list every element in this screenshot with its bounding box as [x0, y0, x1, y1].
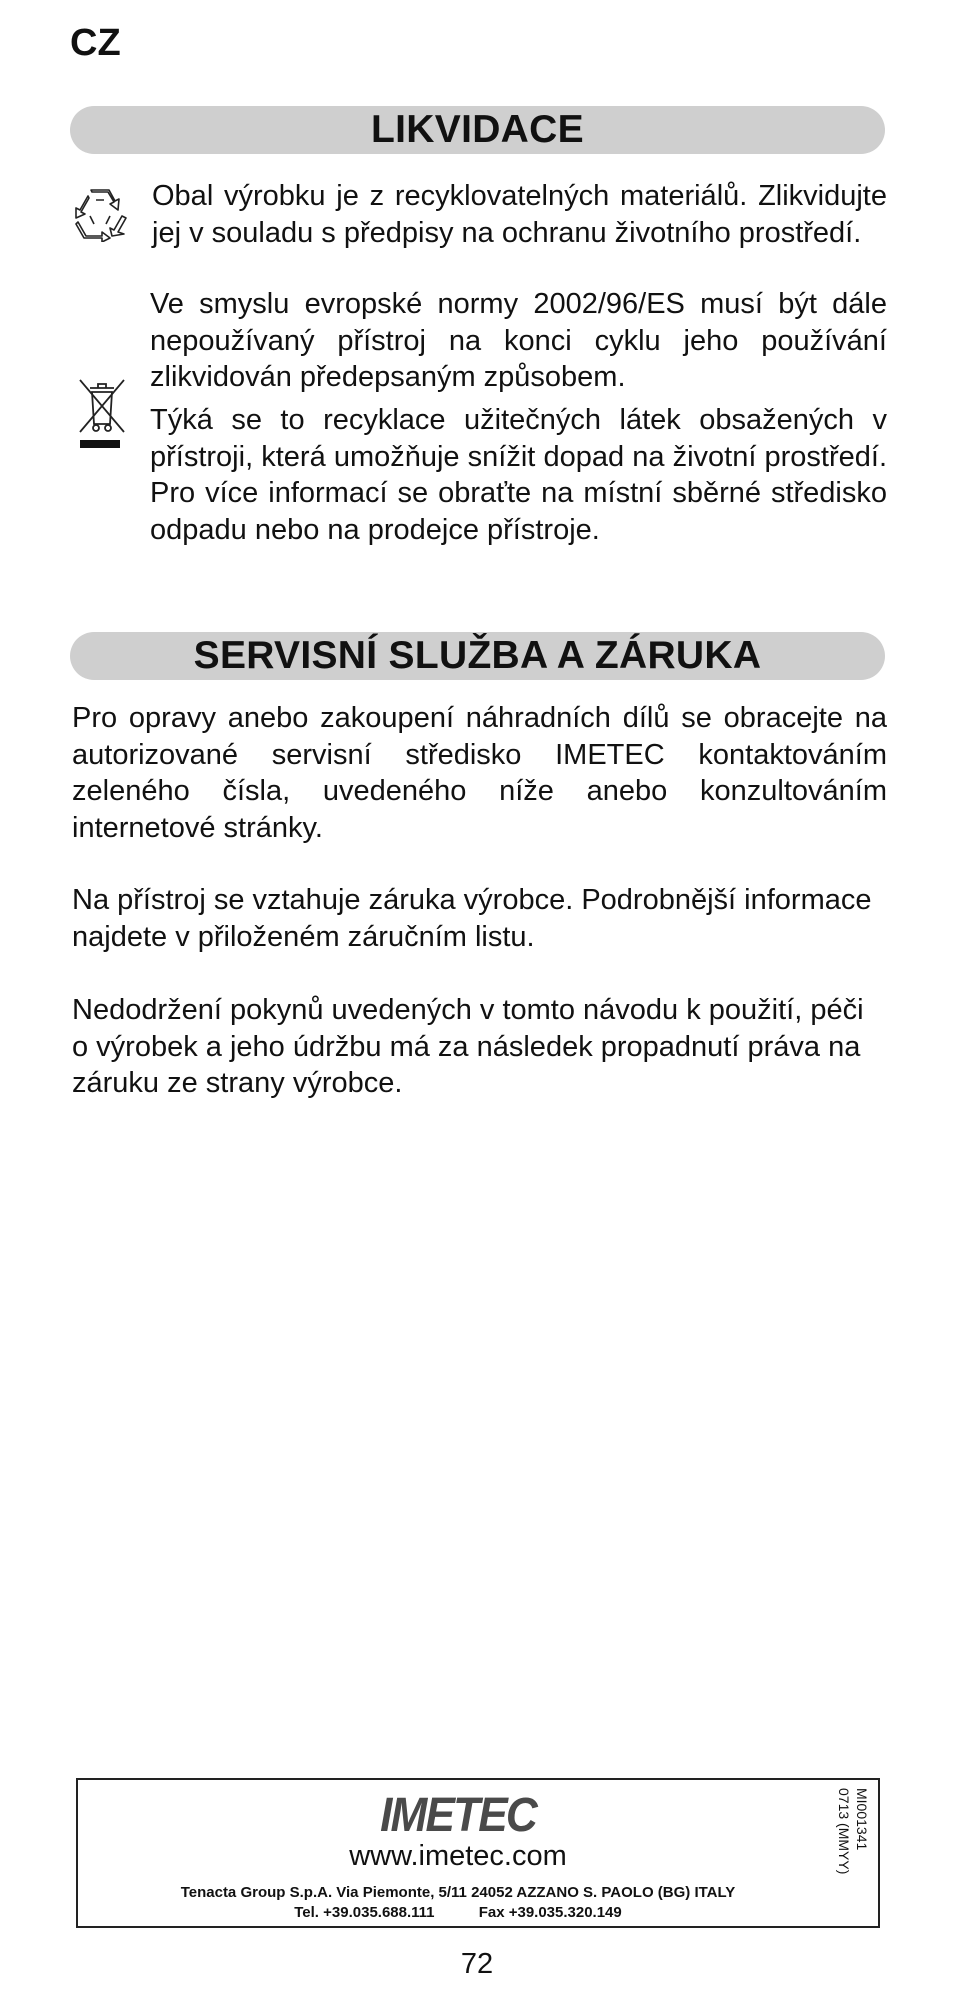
crossed-out-bin-icon	[74, 374, 130, 450]
brand-logo: IMETEC	[380, 1789, 536, 1842]
service-paragraph-2: Na přístroj se vztahuje záruka výrobce. Podrobnější informace najdete v přiloženém záručním listu.	[72, 884, 872, 953]
document-code: MI001341	[854, 1788, 870, 1851]
footer-box	[76, 1778, 880, 1928]
language-code: CZ	[70, 22, 121, 64]
recycle-icon	[70, 186, 130, 242]
fax: Fax +39.035.320.149	[478, 1904, 622, 1921]
page-number: 72	[460, 1948, 494, 1980]
packaging-disposal-text: Obal výrobku je z recyklovatelných materiálů. Zlikvidujte jej v souladu s předpisy na ochranu životního prostředí.	[152, 180, 887, 249]
section-title-disposal: LIKVIDACE	[70, 106, 885, 154]
telephone: Tel. +39.035.688.111	[294, 1904, 435, 1921]
contact-line	[78, 1904, 838, 1921]
weee-text-2: Týká se to recyklace užitečných látek obsažených v přístroji, která umožňuje snížit dopad na životní prostředí. Pro více informací se obraťte na místní sběrné středisko odpadu nebo na prodejce přístroje.	[150, 404, 887, 546]
company-address: Tenacta Group S.p.A. Via Piemonte, 5/11 24052 AZZANO S. PAOLO (BG) ITALY	[180, 1884, 736, 1901]
service-paragraph-3: Nedodržení pokynů uvedených v tomto návodu k použití, péči o výrobek a jeho údržbu má za následek propadnutí práva na záruku ze strany výrobce.	[72, 994, 864, 1099]
website-url[interactable]: www.imetec.com	[349, 1840, 567, 1872]
section-title-service: SERVISNÍ SLUŽBA A ZÁRUKA	[70, 632, 885, 680]
service-paragraph-1: Pro opravy anebo zakoupení náhradních dílů se obracejte na autorizované servisní středisko IMETEC kontaktováním zeleného čísla, uvedeného níže anebo konzultováním internetové stránky.	[72, 702, 887, 844]
weee-text-1: Ve smyslu evropské normy 2002/96/ES musí být dále nepoužívaný přístroj na konci cyklu jeho používání zlikvidován předepsaným způsobem.	[150, 288, 887, 393]
document-code-block	[830, 1786, 874, 1886]
document-date: 0713 (MMYY)	[836, 1788, 852, 1875]
